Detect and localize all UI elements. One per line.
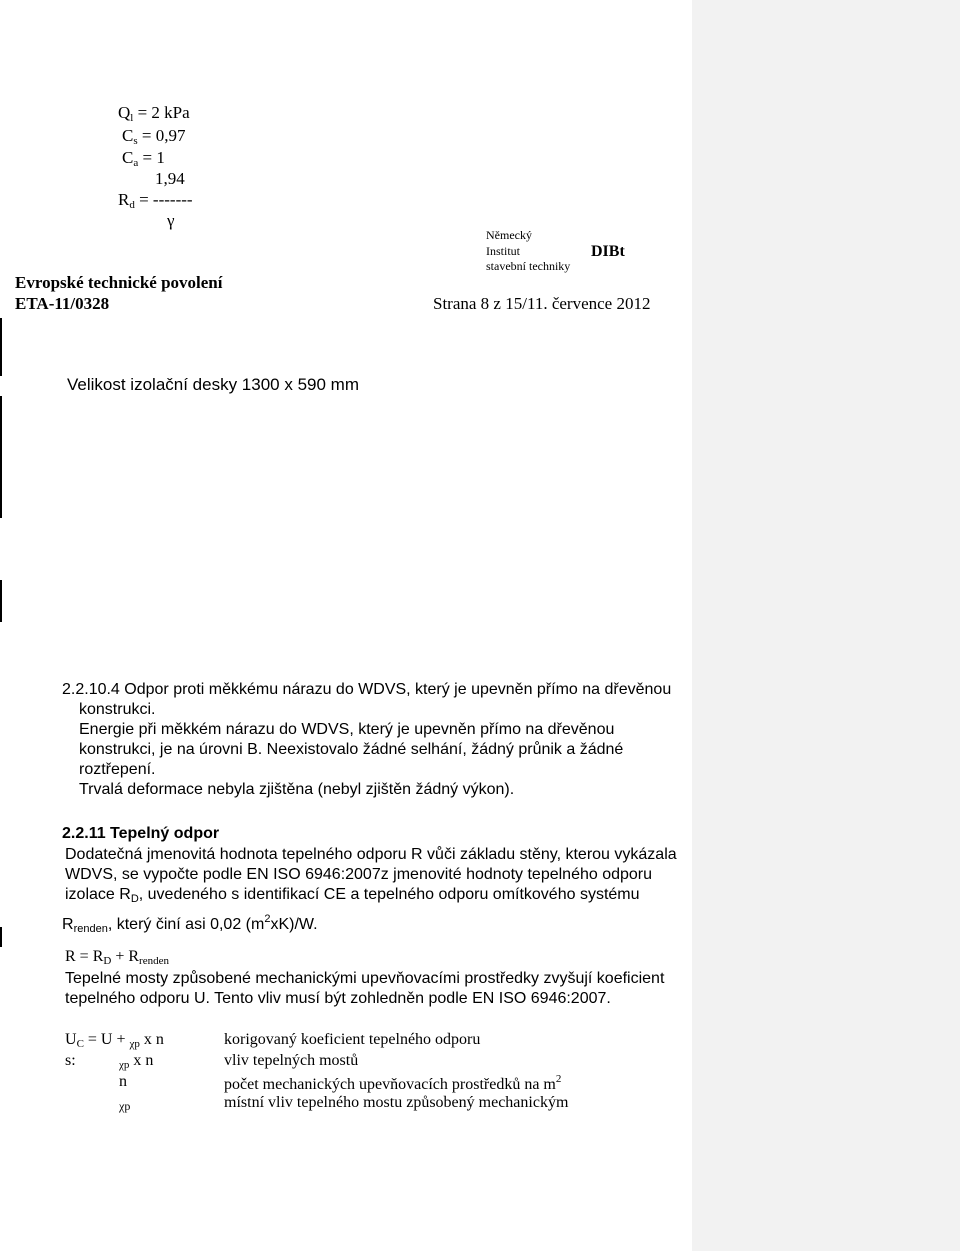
comment-margin-panel [692,0,960,1251]
approval-number: ETA-11/0328 [15,294,110,313]
formula-chi-x-n: $_{\chi p}$ x n [119,1052,154,1071]
formula-uc: $U_C = U + _{\chi p}$ x n [65,1031,164,1050]
formula-rd-line: $R_d$ = ------- [118,190,193,211]
formula-denominator: γ [167,211,175,230]
resistance-equation: $R = R_D + R_{renden}$ [65,948,169,967]
formula-chi-p: χp [119,1099,131,1113]
thermal-bridge-paragraph: Tepelné mosty způsobené mechanickými upevňovacími prostředky zvyšují koeficient tepelného odporu U. Tento vliv musí být zohledněn podle EN ISO 6946:2007. [65,970,665,1007]
section-heading-2-2-10-4: 2.2.10.4 Odpor proti měkkému nárazu do WDVS, který je upevněn přímo na dřevěnou konstrukci. Energie při měkkém nárazu do WDVS, který je upevněn přímo na dřevěnou konstrukci, je na úrovni B. Neexistovalo žádné selhání, žádný průnik a žádné roztřepení. Trvalá deformace nebyla zjištěna (nebyl zjištěn žádný výkon). [62,681,672,798]
formula-cs-line: $C_s = 0,97$ [122,126,186,147]
formula-chi-x-n-desc: vliv tepelných mostů [224,1052,359,1069]
revision-bar [0,927,2,947]
formula-s-label: s: [65,1052,76,1069]
thermal-resistance-paragraph: Dodatečná jmenovitá hodnota tepelného odporu R vůči základu stěny, kterou vykázala WDVS, se vypočte podle EN ISO 6946:2007z jmenovité hodnoty tepelného odporu izolace $R_D$, uvedeného s identifikací CE a tepelného odporu omítkového systému $R_{renden}$, který činí asi 0,02 $(m^2xK)/W$. [62,846,677,935]
revision-bar [0,396,2,518]
formula-n: n [119,1073,127,1090]
institute-line-3: stavební techniky [486,259,571,273]
revision-bar [0,580,2,622]
approval-title: Evropské technické povolení [15,273,223,292]
institute-line-2: Institut [486,244,521,258]
section-heading-2-2-11: 2.2.11 Tepelný odpor [62,825,220,842]
institute-line-1: Německý [486,228,532,242]
formula-chi-p-desc: místní vliv tepelného mostu způsobený mechanickým [224,1094,569,1111]
formula-numerator: 1,94 [155,169,185,188]
revision-bar [0,318,2,376]
board-size-text: Velikost izolační desky 1300 x 590 mm [67,375,359,394]
page-info: Strana 8 z 15/11. července 2012 [433,294,651,313]
institute-abbr: DIBt [591,243,625,260]
formula-q-line: $Q_l = 2$ kPa [118,103,190,124]
formula-n-desc: počet mechanických upevňovacích prostředků na $m^2$ [224,1073,562,1093]
formula-uc-desc: korigovaný koeficient tepelného odporu [224,1031,481,1048]
formula-ca-line: $C_a = 1$ [122,148,165,169]
